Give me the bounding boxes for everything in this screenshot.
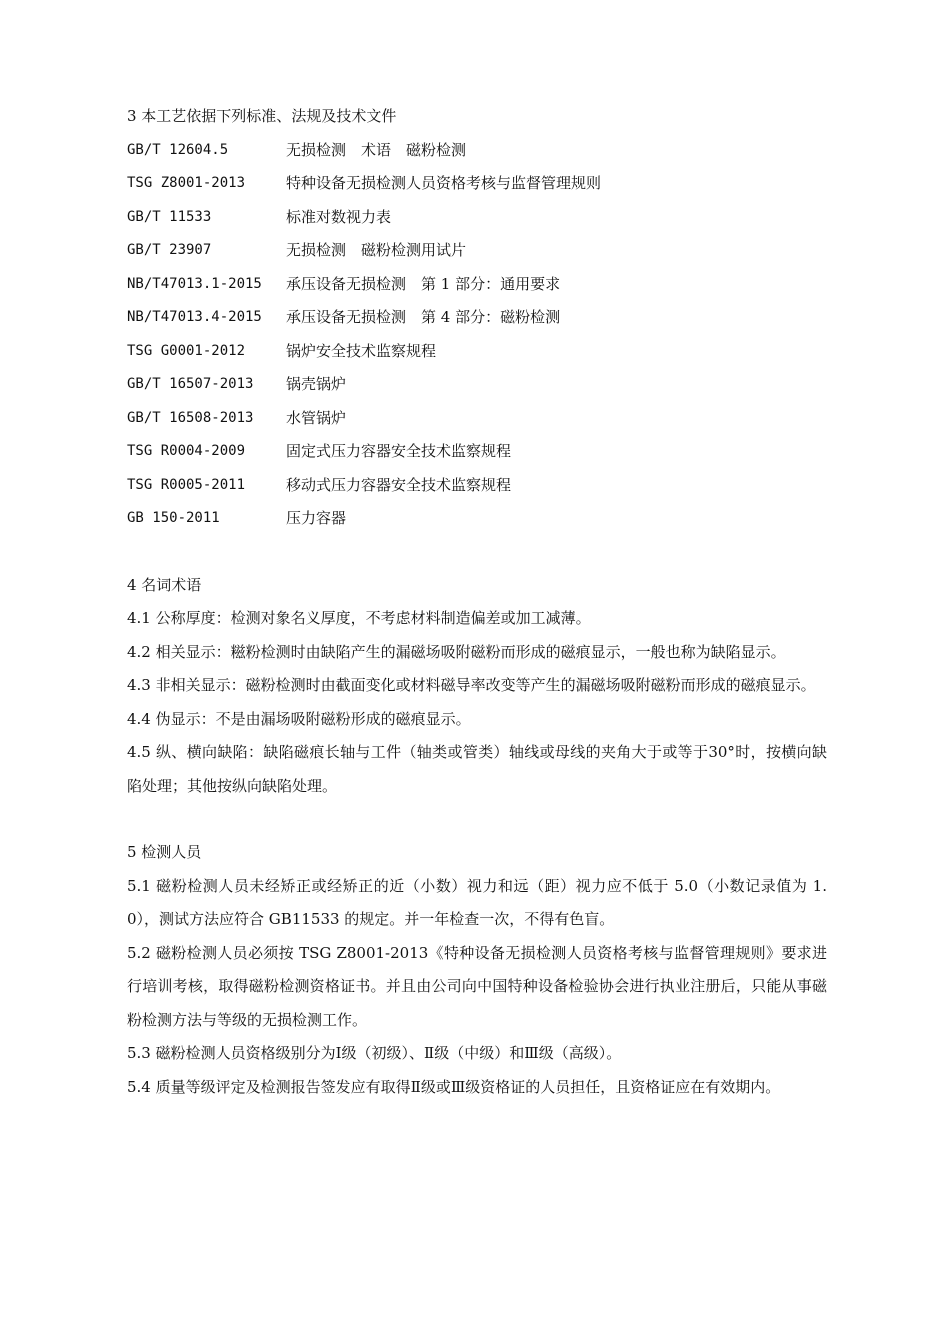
standard-row — [127, 134, 827, 168]
definition-paragraph: 4.2 相关显示：糍粉检测时由缺陷产生的漏磁场吸附磁粉而形成的磁痕显示，一般也称为缺陷显示。 — [127, 642, 786, 661]
standard-title: 水管锅炉 — [286, 408, 347, 427]
standard-code: GB/T 11533 — [127, 208, 212, 225]
standard-row — [127, 167, 827, 201]
section-5-heading: 5 检测人员 — [127, 843, 202, 861]
requirement-paragraph: 5.3 磁粉检测人员资格级别分为Ⅰ级（初级）、Ⅱ级（中级）和Ⅲ级（高级）。 — [127, 1044, 622, 1062]
standard-row — [127, 469, 827, 503]
requirement-paragraph: 5.1 磁粉检测人员未经矫正或经矫正的近（小数）视力和远（距）视力应不低于 5.0（小数记录值为 1.0），测试方法应符合 GB11533 的规定。并一年检查一次，不得有色盲。 — [127, 876, 827, 928]
standard-title: 承压设备无损检测 第 4 部分：磁粉检测 — [286, 308, 561, 326]
section-spacer — [127, 803, 827, 836]
standard-code: TSG R0005-2011 — [127, 476, 246, 493]
section-3-heading: 3 本工艺依据下列标准、法规及技术文件 — [127, 107, 397, 125]
definition-paragraph: 4.4 伪显示：不是由漏场吸附磁粉形成的磁痕显示。 — [127, 709, 471, 728]
standard-title: 固定式压力容器安全技术监察规程 — [286, 442, 512, 460]
standard-code: GB/T 16507-2013 — [127, 376, 254, 392]
standard-row — [127, 368, 827, 402]
standard-row — [127, 402, 827, 436]
section-4-heading: 4 名词术语 — [127, 575, 202, 594]
standard-title: 移动式压力容器安全技术监察规程 — [286, 475, 512, 494]
standard-code: GB/T 16508-2013 — [127, 409, 254, 426]
definition-paragraph: 4.3 非相关显示：磁粉检测时由截面变化或材料磁导率改变等产生的漏磁场吸附磁粉而形成的磁痕显示。 — [127, 676, 816, 694]
standard-code: NB/T47013.4-2015 — [127, 309, 262, 325]
standard-code: TSG G0001-2012 — [127, 342, 246, 359]
document-page — [127, 100, 827, 1104]
standard-row — [127, 502, 827, 536]
standard-code: GB/T 23907 — [127, 242, 212, 258]
definition-paragraph: 4.1 公称厚度：检测对象名义厚度，不考虑材料制造偏差或加工减薄。 — [127, 609, 591, 627]
standard-title: 无损检测 磁粉检测用试片 — [286, 241, 467, 259]
standard-title: 锅炉安全技术监察规程 — [286, 341, 437, 360]
standard-row — [127, 335, 827, 369]
standard-row — [127, 201, 827, 235]
standard-title: 承压设备无损检测 第 1 部分：通用要求 — [286, 274, 561, 293]
standard-row — [127, 234, 827, 268]
standard-title: 无损检测 术语 磁粉检测 — [286, 140, 467, 159]
standard-title: 特种设备无损检测人员资格考核与监督管理规则 — [286, 174, 602, 192]
standard-title: 锅壳锅炉 — [286, 375, 347, 393]
definition-paragraph: 4.5 纵、横向缺陷：缺陷磁痕长轴与工件（轴类或管类）轴线或母线的夹角大于或等于30°时，按横向缺陷处理；其他按纵向缺陷处理。 — [127, 743, 827, 795]
standard-code: GB/T 12604.5 — [127, 141, 229, 158]
standard-code: TSG Z8001-2013 — [127, 175, 246, 191]
standards-list — [127, 134, 827, 536]
requirement-paragraph: 5.2 磁粉检测人员必须按 TSG Z8001-2013《特种设备无损检测人员资格考核与监督管理规则》要求进行培训考核，取得磁粉检测资格证书。并且由公司向中国特种设备检验协会进行执业注册后，只能从事磁粉检测方法与等级的无损检测工作。 — [127, 943, 827, 1029]
standard-row — [127, 301, 827, 335]
standard-code: TSG R0004-2009 — [127, 443, 246, 459]
standard-title: 压力容器 — [286, 509, 347, 527]
standard-row — [127, 268, 827, 302]
section-spacer — [127, 536, 827, 569]
standard-row — [127, 435, 827, 469]
standard-code: GB 150-2011 — [127, 510, 220, 526]
standard-code: NB/T47013.1-2015 — [127, 275, 262, 292]
standard-title: 标准对数视力表 — [286, 207, 392, 226]
requirement-paragraph: 5.4 质量等级评定及检测报告签发应有取得Ⅱ级或Ⅲ级资格证的人员担任，且资格证应在有效期内。 — [127, 1077, 781, 1096]
